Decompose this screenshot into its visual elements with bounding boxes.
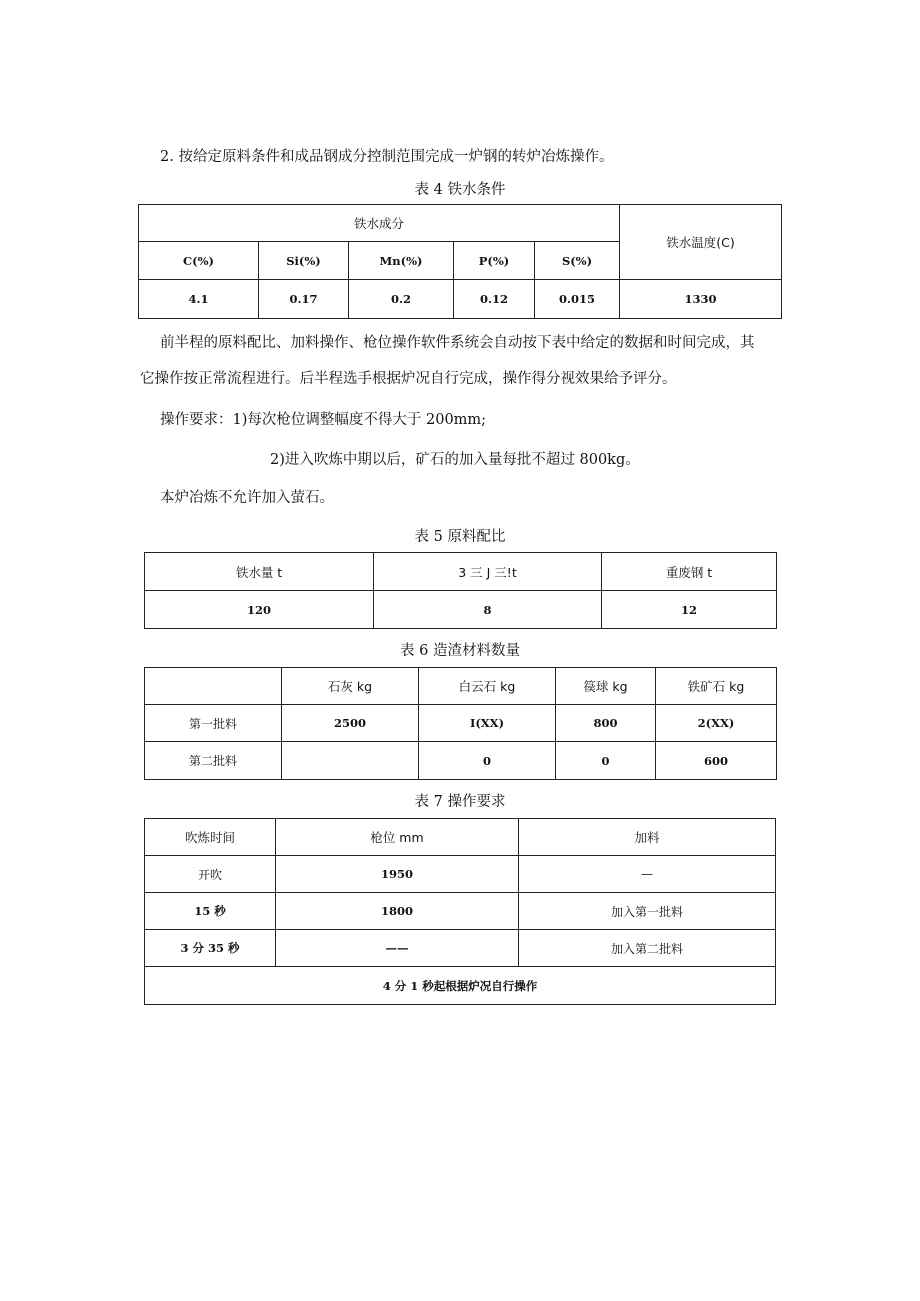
table4-hot-metal-conditions — [138, 204, 782, 319]
table6-slag-materials — [144, 667, 777, 780]
header-iron-ore: 铁矿石 kg — [656, 668, 777, 705]
batch-2-iron-ore: 600 — [656, 742, 777, 780]
value-heavy-scrap: 12 — [602, 591, 777, 629]
row-label-batch-2: 第二批料 — [145, 742, 282, 780]
header-addition: 加料 — [519, 819, 776, 856]
col-si: Si(%) — [259, 242, 349, 280]
col-mn: Mn(%) — [349, 242, 454, 280]
temperature-header: 铁水温度(C) — [620, 205, 782, 280]
col-p: P(%) — [454, 242, 535, 280]
table4-caption: 表 4 铁水条件 — [414, 182, 506, 198]
value-mn: 0.2 — [349, 280, 454, 319]
row-label-batch-1: 第一批料 — [145, 705, 282, 742]
value-hot-metal: 120 — [145, 591, 374, 629]
value-c: 4.1 — [139, 280, 259, 319]
paragraph-line-1: 前半程的原料配比、加料操作、枪位操作软件系统会自动按下表中给定的数据和时间完成，其 — [160, 335, 755, 351]
header-blowing-time: 吹炼时间 — [145, 819, 276, 856]
table5-raw-material-ratio — [144, 552, 777, 629]
table7-operation-requirements — [144, 818, 776, 1005]
time-start: 开吹 — [145, 856, 276, 893]
requirement-2: 2)进入吹炼中期以后，矿石的加入量每批不超过 800kg。 — [270, 452, 640, 468]
table6-caption: 表 6 造渣材料数量 — [400, 643, 520, 659]
add-3m35s: 加入第二批料 — [519, 930, 776, 967]
add-15s: 加入第一批料 — [519, 893, 776, 930]
time-15s: 15 秒 — [145, 893, 276, 930]
batch-1-pellet: 800 — [556, 705, 656, 742]
batch-2-dolomite: 0 — [419, 742, 556, 780]
batch-1-dolomite: I(XX) — [419, 705, 556, 742]
header-hot-metal: 铁水量 t — [145, 553, 374, 591]
table7-footer: 4 分 1 秒起根据炉况自行操作 — [145, 967, 776, 1005]
composition-header: 铁水成分 — [139, 205, 620, 242]
header-scrap: 3 三 J 三!t — [374, 553, 602, 591]
header-lime: 石灰 kg — [282, 668, 419, 705]
batch-1-lime: 2500 — [282, 705, 419, 742]
add-start: — — [519, 856, 776, 893]
header-lance-position: 枪位 mm — [276, 819, 519, 856]
col-s: S(%) — [535, 242, 620, 280]
value-p: 0.12 — [454, 280, 535, 319]
fluorite-note: 本炉冶炼不允许加入萤石。 — [160, 490, 334, 506]
value-s: 0.015 — [535, 280, 620, 319]
table5-caption: 表 5 原料配比 — [414, 529, 506, 545]
lance-3m35s: —— — [276, 930, 519, 967]
value-scrap: 8 — [374, 591, 602, 629]
header-heavy-scrap: 重废钢 t — [602, 553, 777, 591]
lance-15s: 1800 — [276, 893, 519, 930]
header-pellet: 篌球 kg — [556, 668, 656, 705]
paragraph-line-2: 它操作按正常流程进行。后半程选手根据炉况自行完成，操作得分视效果给予评分。 — [140, 371, 677, 387]
header-empty — [145, 668, 282, 705]
header-dolomite: 白云石 kg — [419, 668, 556, 705]
intro-text: 2. 按给定原料条件和成品钢成分控制范围完成一炉钢的转炉冶炼操作。 — [160, 149, 614, 165]
table7-caption: 表 7 操作要求 — [414, 794, 506, 810]
batch-2-lime — [282, 742, 419, 780]
temperature-value: 1330 — [620, 280, 782, 319]
value-si: 0.17 — [259, 280, 349, 319]
col-c: C(%) — [139, 242, 259, 280]
lance-start: 1950 — [276, 856, 519, 893]
time-3m35s: 3 分 35 秒 — [145, 930, 276, 967]
batch-1-iron-ore: 2(XX) — [656, 705, 777, 742]
batch-2-pellet: 0 — [556, 742, 656, 780]
requirement-1: 操作要求：1)每次枪位调整幅度不得大于 200mm; — [160, 412, 487, 428]
